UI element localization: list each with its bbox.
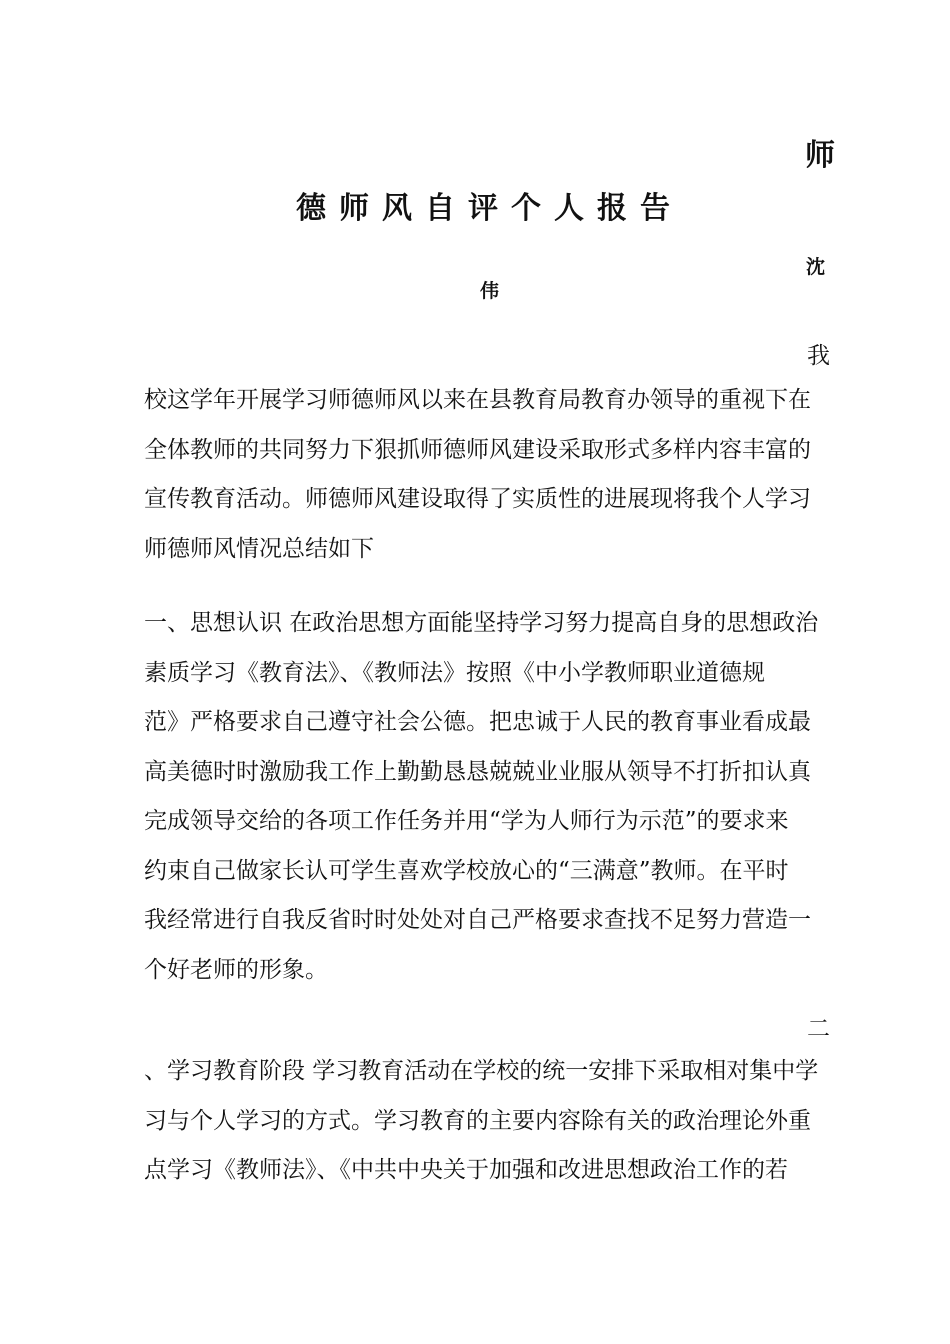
section2-first-char: 二 xyxy=(807,1016,830,1042)
intro-line: 校这学年开展学习师德师风以来在县教育局教育办领导的重视下在 xyxy=(144,387,811,413)
intro-paragraph xyxy=(144,376,811,574)
intro-line: 全体教师的共同努力下狠抓师德师风建设采取形式多样内容丰富的 xyxy=(144,436,811,463)
section1-line: 完成领导交给的各项工作任务并用“学为人师行为示范”的要求来 xyxy=(144,808,789,834)
document-title: 德师风自评个人报告 xyxy=(296,191,683,226)
section1-line: 素质学习《教育法》、《教师法》按照《中小学教师职业道德规 xyxy=(144,659,765,686)
author-name: 伟 xyxy=(480,280,500,302)
title-first-char: 师 xyxy=(805,138,835,173)
section1-paragraph xyxy=(144,599,819,995)
section1-line: 一、思想认识 在政治思想方面能坚持学习努力提高自身的思想政治 xyxy=(144,610,819,636)
section1-line: 高美德时时激励我工作上勤勤恳恳兢兢业业服从领导不打折扣认真 xyxy=(144,758,811,785)
section2-paragraph xyxy=(144,1047,819,1196)
section1-line: 约束自己做家长认可学生喜欢学校放心的“三满意”教师。在平时 xyxy=(144,857,789,884)
section1-line: 个好老师的形象。 xyxy=(144,956,328,983)
section1-line: 范》严格要求自己遵守社会公德。把忠诚于人民的教育事业看成最 xyxy=(144,709,811,735)
author-first-char: 沈 xyxy=(806,256,826,278)
intro-line: 宣传教育活动。师德师风建设取得了实质性的进展现将我个人学习 xyxy=(144,486,811,512)
section2-line: 习与个人学习的方式。学习教育的主要内容除有关的政治理论外重 xyxy=(144,1107,811,1134)
section2-line: 、学习教育阶段 学习教育活动在学校的统一安排下采取相对集中学 xyxy=(144,1058,819,1084)
section2-line: 点学习《教师法》、《中共中央关于加强和改进思想政治工作的若 xyxy=(144,1157,788,1183)
section1-line: 我经常进行自我反省时时处处对自己严格要求查找不足努力营造一 xyxy=(144,907,811,933)
intro-line: 师德师风情况总结如下 xyxy=(144,535,374,562)
intro-first-char: 我 xyxy=(807,343,830,369)
